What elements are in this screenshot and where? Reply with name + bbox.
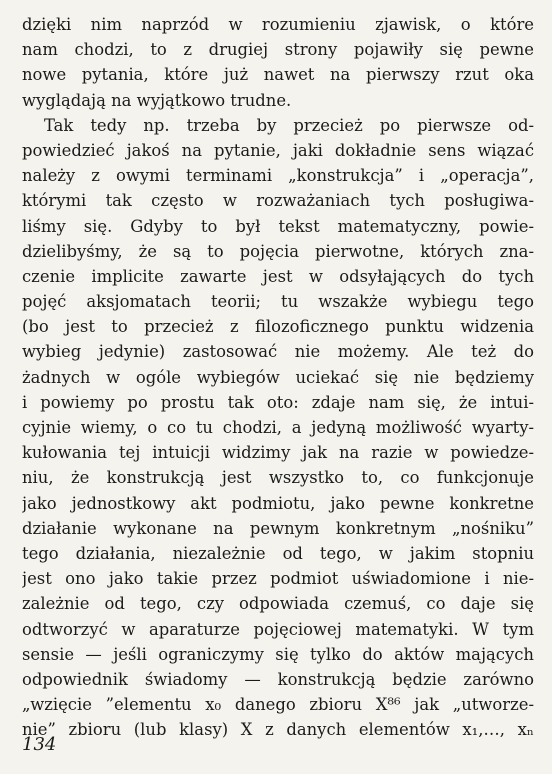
page-number: 134 [22, 734, 57, 755]
text-line: pojęć aksjomatach teorii; tu wszakże wybiegu tego [22, 292, 534, 312]
text-line: Tak tedy np. trzeba by przecież po pierwsze od- [44, 115, 534, 135]
text-line: czenie implicite zawarte jest w odsyłających do tych [22, 266, 534, 286]
text-line: nam chodzi, to z drugiej strony pojawiły się pewne [22, 40, 534, 60]
text-line: dzięki nim naprzód w rozumieniu zjawisk, o które [22, 15, 534, 34]
text-line: wybieg jedynie) zastosować nie możemy. Ale też do [22, 342, 534, 362]
text-line: działanie wykonane na pewnym konkretnym „nośniku” [22, 518, 534, 538]
text-line: odtworzyć w aparaturze pojęciowej matematyki. W tym [22, 619, 534, 639]
text-line: należy z owymi terminami „konstrukcja” i „operacja”, [22, 166, 534, 186]
text-line: jako jednostkowy akt podmiotu, jako pewne konkretne [22, 493, 534, 513]
text-line: nie” zbioru (lub klasy) X z danych elementów x₁,…, xₙ [22, 720, 534, 740]
text-line: „wzięcie ”elementu x₀ danego zbioru X⁸⁶ jak „utworze- [22, 695, 534, 715]
text-line: niu, że konstrukcją jest wszystko to, co funkcjonuje [22, 468, 534, 488]
text-line: żadnych w ogóle wybiegów uciekać się nie będziemy [22, 367, 534, 387]
text-line: zależnie od tego, czy odpowiada czemuś, co daje się [22, 594, 534, 614]
text-line: sensie — jeśli ograniczymy się tylko do aktów mających [22, 644, 534, 664]
body-text [22, 12, 534, 742]
text-line: powiedzieć jakoś na pytanie, jaki dokładnie sens wiązać [22, 140, 534, 160]
text-line: odpowiednik świadomy — konstrukcją będzie zarówno [22, 669, 534, 689]
text-line: wyglądają na wyjątkowo trudne. [22, 90, 292, 110]
text-line: tego działania, niezależnie od tego, w jakim stopniu [22, 543, 534, 563]
text-line: (bo jest to przecież z filozoficznego punktu widzenia [22, 317, 534, 337]
text-line: kułowania tej intuicji widzimy jak na razie w powiedze- [22, 443, 534, 463]
text-line: liśmy się. Gdyby to był tekst matematyczny, powie- [22, 216, 534, 236]
text-line: dzielibyśmy, że są to pojęcia pierwotne, których zna- [22, 241, 534, 261]
text-line: którymi tak często w rozważaniach tych posługiwa- [22, 191, 534, 211]
text-line: i powiemy po prostu tak oto: zdaje nam się, że intui- [22, 392, 534, 412]
text-line: cyjnie wiemy, o co tu chodzi, a jedyną możliwość wyarty- [22, 418, 534, 437]
text-line: jest ono jako takie przez podmiot uświadomione i nie- [22, 569, 534, 589]
text-line: nowe pytania, które już nawet na pierwszy rzut oka [22, 65, 534, 85]
